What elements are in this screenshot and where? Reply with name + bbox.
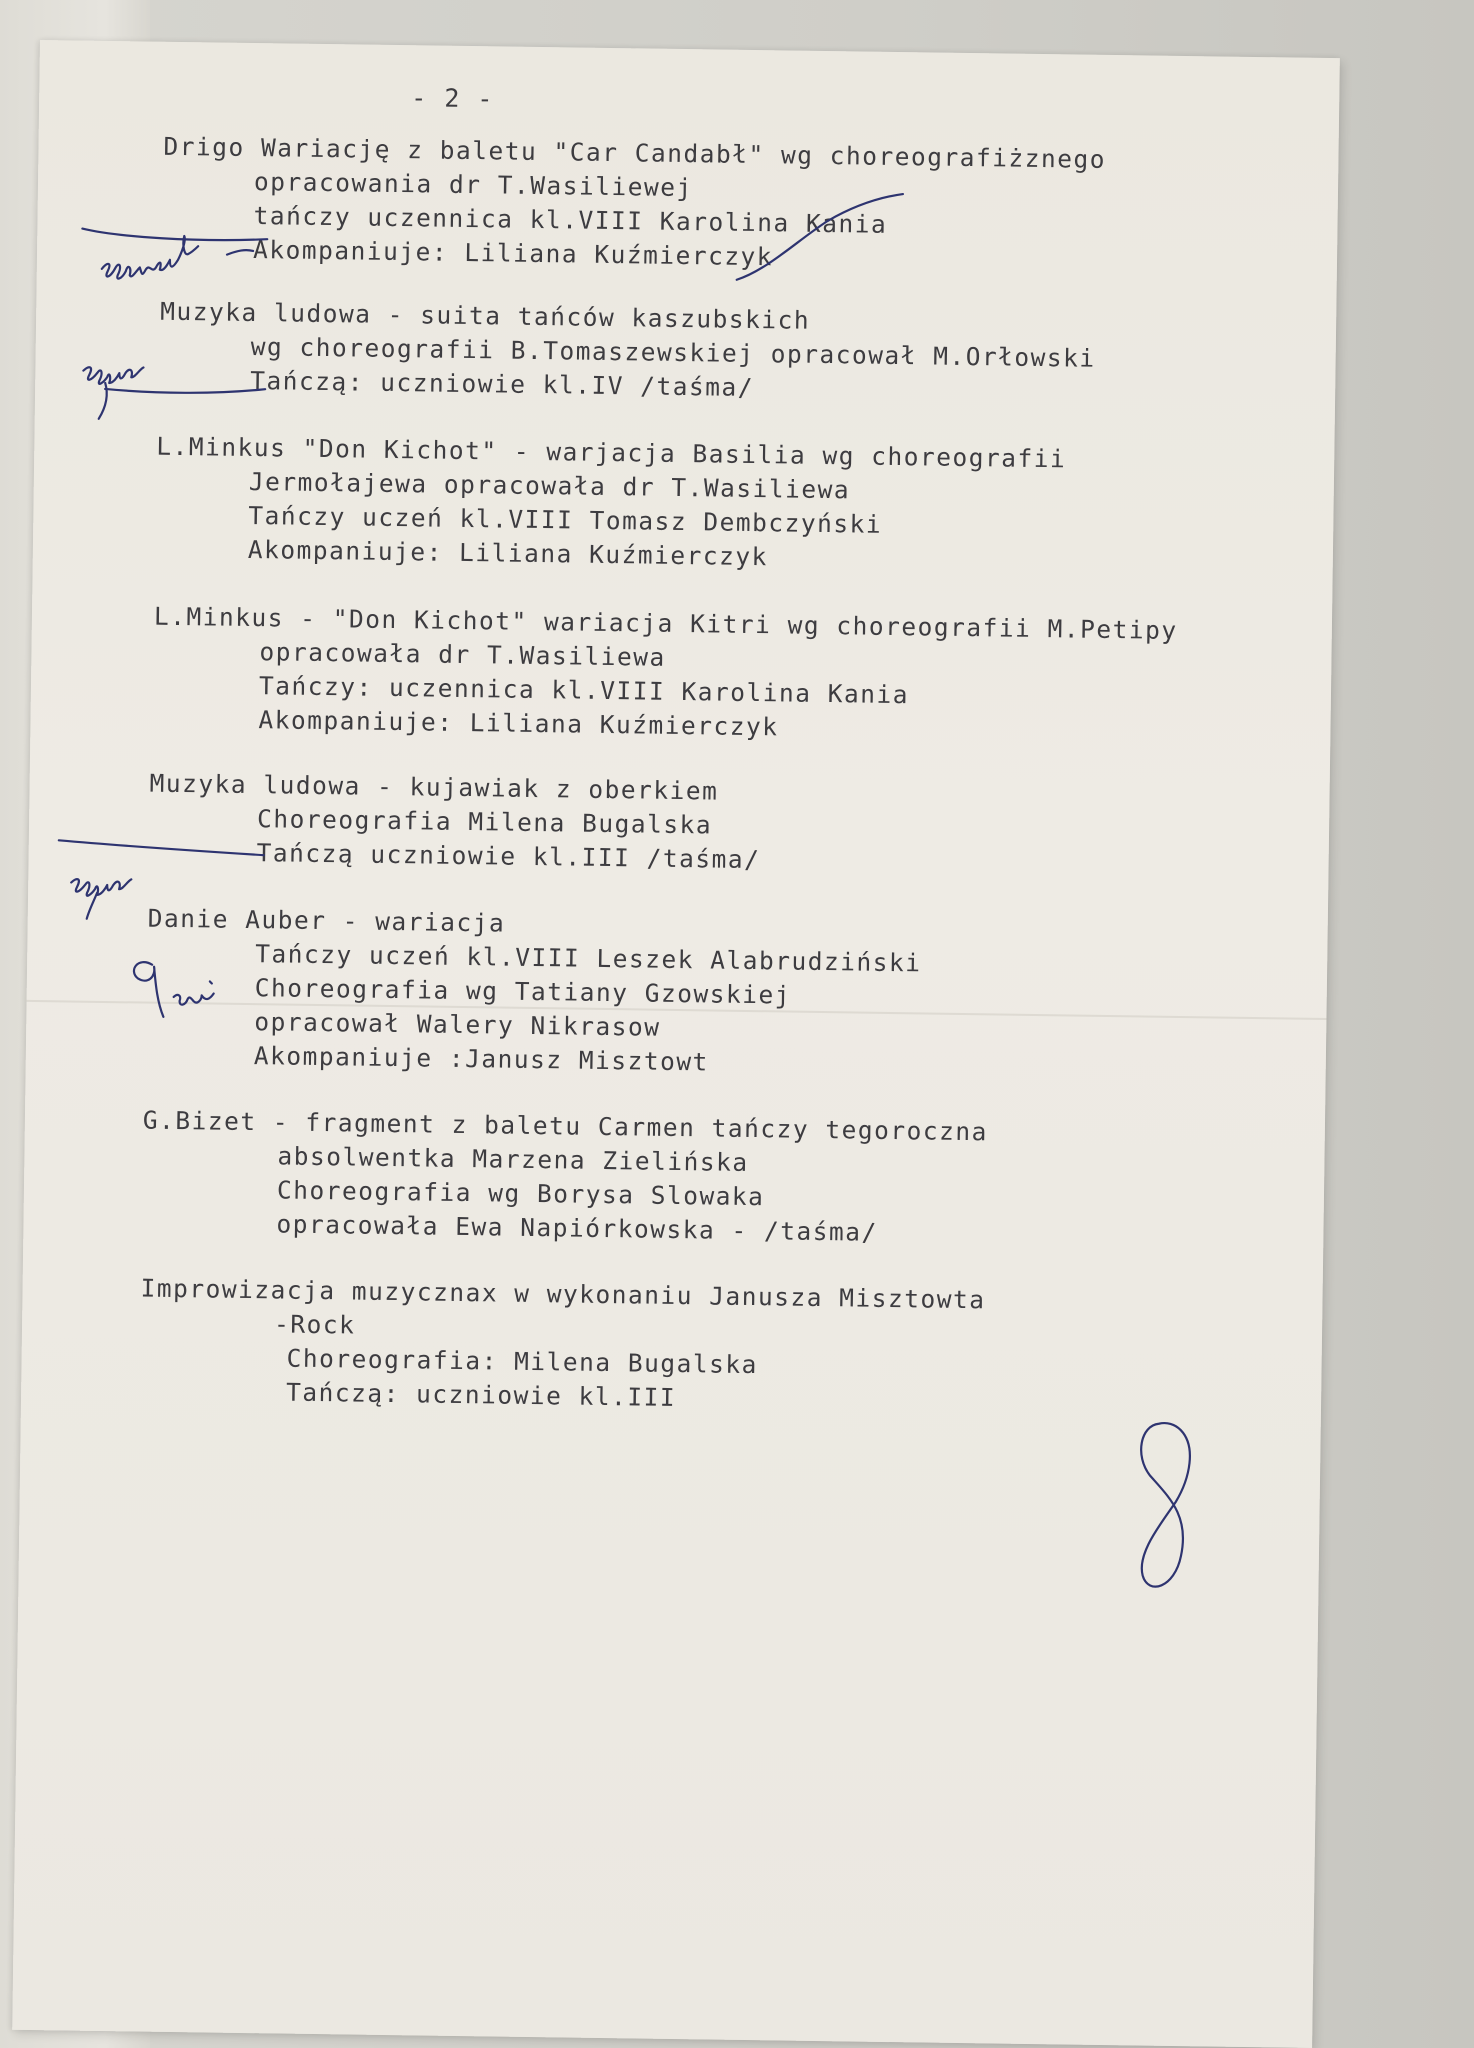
program-item-7-line-4: opracowała Ewa Napiórkowska - /taśma/ <box>276 1209 878 1247</box>
program-item-8-line-2: -Rock <box>273 1309 356 1340</box>
handwritten-note-zapow-2-icon <box>53 830 269 923</box>
handwritten-note-zapowiedz-icon <box>76 211 277 304</box>
program-item-7-line-3: Choreografia wg Borysa Slowaka <box>276 1175 765 1212</box>
program-item-3-line-2: Jermołajewa opracowała dr T.Wasiliewa <box>248 466 851 505</box>
program-item-7-line-1: G.Bizet - fragment z baletu Carmen tańczy tegoroczna <box>142 1105 989 1147</box>
program-item-3-line-4: Akompaniuje: Liliana Kuźmierczyk <box>247 534 769 572</box>
program-item-8-line-4: Tańczą: uczniowie kl.III <box>285 1377 677 1413</box>
program-item-6-line-5: Akompaniuje :Janusz Misztowt <box>253 1041 710 1077</box>
program-item-2-line-3: Tańczą: uczniowie kl.IV /taśma/ <box>250 365 755 403</box>
pen-stroke-icon <box>727 180 909 293</box>
program-item-8-line-1: Improwizacja muzycznax w wykonaniu Janusza Misztowta <box>140 1273 986 1315</box>
program-item-2-line-2: wg choreografii B.Tomaszewskiej opracował M.Orłowski <box>250 331 1096 373</box>
program-item-6-line-1: Danie Auber - wariacja <box>147 903 506 938</box>
program-item-5-line-2: Choreografia Milena Bugalska <box>256 804 713 840</box>
program-item-1-line-1: Drigo Wariację z baletu "Car Candabł" wg choreografiżznego <box>163 131 1107 174</box>
program-item-6-line-4: opracował Walery Nikrasow <box>254 1007 661 1042</box>
program-item-1-line-4: Akompaniuje: Liliana Kuźmierczyk <box>252 234 774 272</box>
program-item-2-line-1: Muzyka ludowa - suita tańców kaszubskich <box>160 296 811 335</box>
handwritten-note-9-wej-icon <box>121 946 232 1038</box>
page-number: - 2 - <box>411 83 495 114</box>
typewritten-program-page <box>12 40 1340 2048</box>
program-item-6-line-2: Tańczy uczeń kl.VIII Leszek Alabrudziński <box>255 939 922 978</box>
program-item-5-line-1: Muzyka ludowa - kujawiak z oberkiem <box>149 768 719 806</box>
program-item-4-line-4: Akompaniuje: Liliana Kuźmierczyk <box>258 705 779 742</box>
underline-stroke-icon <box>95 379 276 432</box>
program-item-1-line-2: opracowania dr T.Wasiliewej <box>253 167 693 203</box>
handwritten-page-number-8-icon <box>1118 1415 1221 1606</box>
program-item-1-line-3: tańczy uczennica kl.VIII Karolina Kania <box>253 201 888 239</box>
program-item-4-line-3: Tańczy: uczennica kl.VIII Karolina Kania <box>258 671 910 710</box>
program-item-3-line-1: L.Minkus "Don Kichot" - warjacja Basilia wg choreografii <box>156 431 1067 474</box>
program-item-5-line-3: Tańczą uczniowie kl.III /taśma/ <box>256 838 761 875</box>
program-item-4-line-1: L.Minkus - "Don Kichot" wariacja Kitri wg choreografii M.Petipy <box>153 601 1178 645</box>
program-item-6-line-3: Choreografia wg Tatiany Gzowskiej <box>254 973 792 1010</box>
program-item-3-line-3: Tańczy uczeń kl.VIII Tomasz Dembczyński <box>248 500 883 539</box>
program-item-4-line-2: opracowała dr T.Wasiliewa <box>259 637 666 672</box>
program-item-7-line-2: absolwentka Marzena Zielińska <box>277 1141 749 1178</box>
program-item-8-line-3: Choreografia: Milena Bugalska <box>286 1343 759 1380</box>
